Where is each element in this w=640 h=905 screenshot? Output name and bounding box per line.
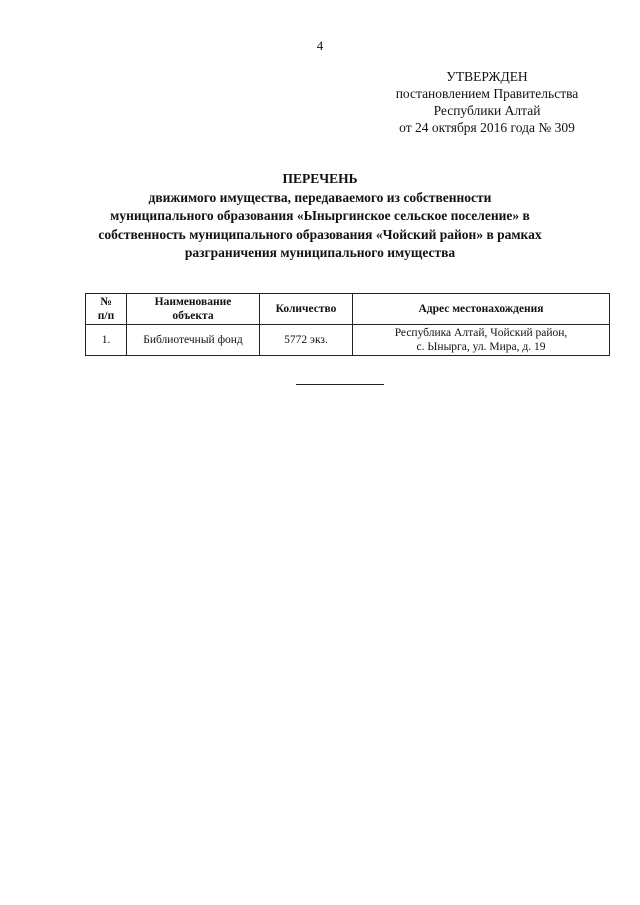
approval-line-3: от 24 октября 2016 года № 309: [399, 120, 575, 135]
heading-line-2: муниципального образования «Ыныргинское сельское поселение» в: [110, 208, 530, 223]
table-header-row: [86, 294, 610, 325]
approval-title: УТВЕРЖДЕН: [446, 69, 528, 84]
cell-quantity: 5772 экз.: [260, 325, 353, 356]
approval-line-2: Республики Алтай: [433, 103, 541, 118]
heading-line-3: собственность муниципального образования «Чойский район» в рамках: [98, 226, 542, 242]
document-heading: [60, 170, 580, 263]
cell-address-line-1: Республика Алтай, Чойский район,: [394, 327, 568, 339]
cell-name: Библиотечный фонд: [127, 325, 260, 356]
page-number: 4: [316, 38, 324, 53]
table-row: [86, 325, 610, 356]
header-address: Адрес местонахождения: [353, 294, 610, 325]
cell-number: 1.: [86, 325, 127, 356]
heading-title: ПЕРЕЧЕНЬ: [282, 171, 358, 186]
approval-line-1: постановлением Правительства: [395, 86, 579, 101]
approval-block: [360, 68, 614, 136]
header-name-line-1: Наименование: [154, 296, 232, 308]
header-number: [86, 294, 127, 325]
header-number-line-2: п/п: [97, 310, 115, 322]
heading-line-1: движимого имущества, передаваемого из собственности: [148, 189, 492, 205]
closing-rule: [296, 384, 384, 385]
cell-address: [353, 325, 610, 356]
property-table: [85, 293, 610, 356]
header-quantity: Количество: [260, 294, 353, 325]
header-name: [127, 294, 260, 325]
cell-address-line-2: с. Ынырга, ул. Мира, д. 19: [416, 341, 546, 353]
header-number-line-1: №: [100, 296, 112, 308]
header-name-line-2: объекта: [172, 310, 214, 322]
heading-line-4: разграничения муниципального имущества: [184, 245, 456, 260]
